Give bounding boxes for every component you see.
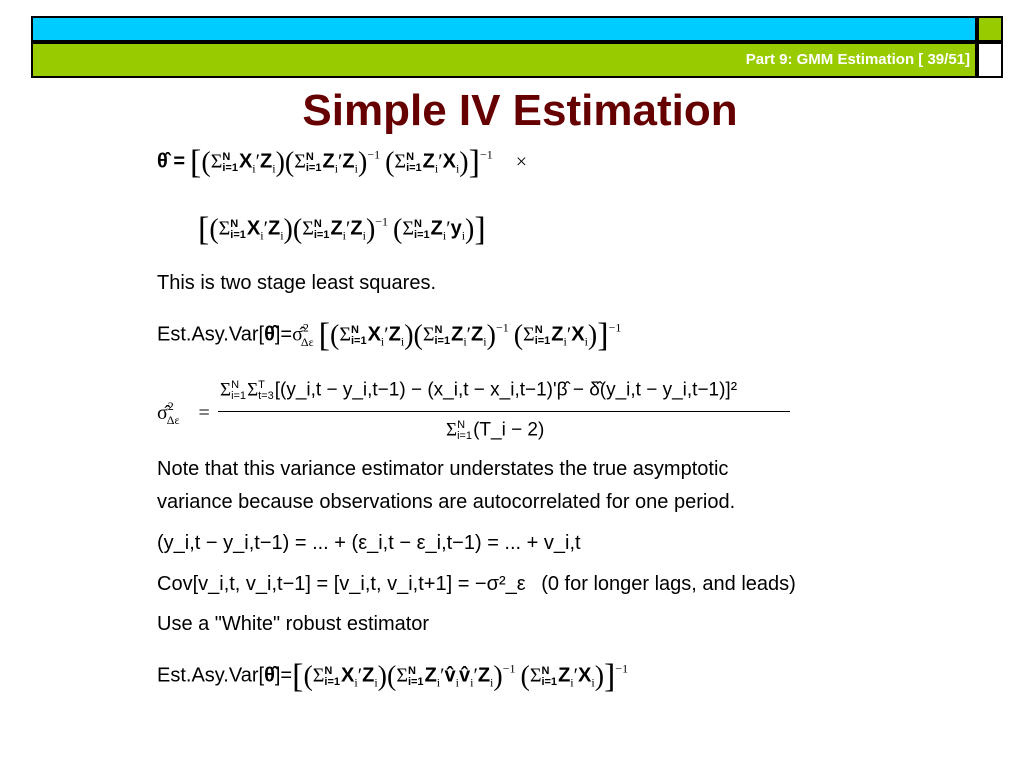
covariance-equation: Cov[v_i,t, v_i,t−1] = [v_i,t, v_i,t+1] = −σ²_ε (157, 573, 526, 595)
white-estimator-text: Use a "White" robust estimator (157, 613, 430, 635)
est-asy-var-equation: Est.Asy.Var[θ̂]=σ̂$^2_{\Delta\varepsilon}$ [(Σ N i=1 $X_i'Z_i)(\Sigma$ N i=1 $Z_i'Z_i)^{-1}$ (Σ N i=1 $Z_i'X_i)]^{-1}$ (157, 317, 622, 354)
white-est-asy-var-equation: Est.Asy.Var[θ̂]=[(Σ N i=1 $X_i'Z_i)(\Sigma$ N i=1 $Z_i'v̂_iv̂_i'Z_i)^{-1}$ (Σ N i=1 $Z_i'X_i)]^{-1}$ (157, 658, 629, 695)
note-line-1: Note that this variance estimator understates the true asymptotic (157, 458, 729, 480)
times-symbol: × (515, 150, 528, 173)
theta-hat-equation-line2: [(Σ N i=1 $X_i'Z_i)(\Sigma$ N i=1 $Z_i'Z_i)^{-1}$ (Σ N i=1 $Z_i'y_i$)] (198, 211, 486, 248)
sigma-hat-numerator: Σ N i=1 Σ T t=3 [(y_i,t − y_i,t−1) − (x_i,t − x_i,t−1)'β̂ − δ̂(y_i,t − y_i,t−1)]² (220, 379, 738, 402)
header-corner-square-bottom (977, 42, 1003, 78)
header-top-band (31, 16, 977, 42)
slide-title: Simple IV Estimation (302, 86, 738, 135)
sigma-hat-lhs: σ̂$^2_{\Delta\varepsilon}$ = (157, 399, 210, 427)
theta-hat-lhs: θ̂ = (157, 150, 186, 173)
covariance-line (157, 574, 796, 594)
header-corner-square-top (977, 16, 1003, 42)
fraction-bar (218, 411, 790, 412)
covariance-note: (0 for longer lags, and leads) (541, 573, 796, 595)
note-line-2: variance because observations are autocorrelated for one period. (157, 491, 736, 513)
two-stage-text: This is two stage least squares. (157, 272, 437, 294)
theta-hat-equation-line1: θ̂ = [(Σ N i=1 $X_i'Z_i)(\Sigma$ N i=1 $Z_i'Z_i)^{-1}$ (Σ N i=1 $Z_i'X_i)]^{-1}$ × (157, 144, 528, 181)
difference-equation: (y_i,t − y_i,t−1) = ... + (ε_i,t − ε_i,t−1) = ... + v_i,t (157, 532, 581, 554)
slide-part-label: Part 9: GMM Estimation [ 39/51] (745, 51, 970, 68)
sigma-hat-denominator: Σ N i=1 (T_i − 2) (446, 419, 545, 442)
